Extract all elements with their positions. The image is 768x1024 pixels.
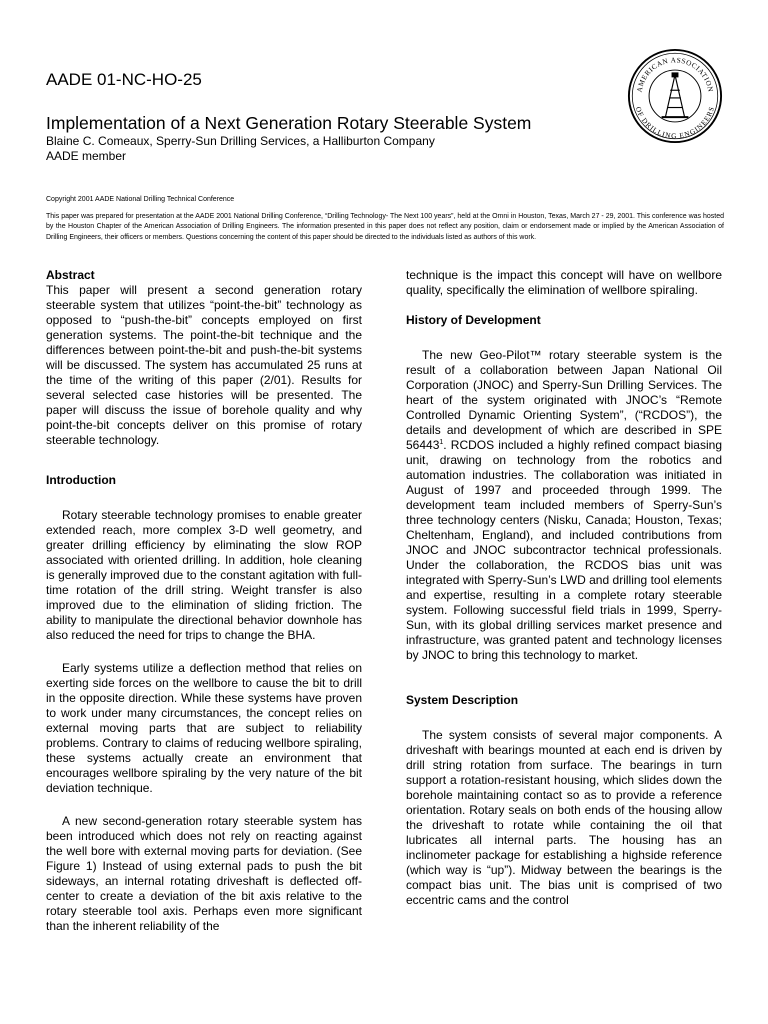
system-paragraph-1: The system consists of several major components. A driveshaft with bearings mounted at each end is driven by drill string rotation from surface. The bearings in turn support a rotation-resistant housing, which slides down the borehole maintaining contact so as to provide a reference orientation. Rotary seals on both ends of the housing allow the driveshaft to rotate while containing the oil that lubricates all internal parts. The housing has an inclinometer package for establishing a highside reference (which way is “up”). Midway between the bearings is the compact bias unit. The bias unit is comprised of two eccentric cams and the control	[406, 728, 722, 907]
intro-paragraph-1: Rotary steerable technology promises to enable greater extended reach, more complex 3-D well geometry, and greater drilling efficiency by eliminating the slow ROP associated with oriented drilling. In addition, hole cleaning is generally improved due to the constant agitation with full-time rotation of the drill string. Weight transfer is also improved due to the elimination of sliding friction. The ability to manipulate the directional behavior downhole has also reduced the need for trips to change the BHA.	[46, 508, 362, 642]
conference-notice: This paper was prepared for presentation at the AADE 2001 National Drilling Conference, “Drilling Technology- The Next 100 years”, held at the Omni in Houston, Texas, March 27 - 29, 2001. This conference was hosted by the Houston Chapter of the American Association of Drilling Engineers. The information presented in this paper does not reflect any position, claim or endorsement made or implied by the American Association of Drilling Engineers, their officers or members. Questions concerning the content of this paper should be directed to the individuals listed as authors of this work.	[46, 213, 724, 241]
history-text-a: The new Geo-Pilot™ rotary steerable system is the result of a collaboration between Japan National Oil Corporation (JNOC) and Sperry-Sun Drilling Services. The heart of the system originated with JNOC’s “Remote Controlled Dynamic Orienting System”, (“RCDOS”), the details and development of which are described in SPE 56443	[406, 348, 722, 452]
continuation-paragraph: technique is the impact this concept will have on wellbore quality, specifically the elimination of wellbore spiraling.	[406, 268, 722, 297]
history-paragraph	[406, 348, 722, 663]
left-column	[46, 268, 362, 934]
intro-paragraph-2: Early systems utilize a deflection method that relies on exerting side forces on the wellbore to cause the bit to drill in the opposite direction. While these systems have proven to work under many circumstances, the concept relies on external moving parts that are subject to reliability problems. Contrary to claims of reducing wellbore spiraling, these systems actually create an environment that encourages wellbore spiraling by the very nature of the bit deviation technique.	[46, 661, 362, 795]
author-line: Blaine C. Comeaux, Sperry-Sun Drilling Services, a Halliburton Company	[46, 134, 435, 148]
paper-id: AADE 01-NC-HO-25	[46, 70, 202, 89]
derrick-icon	[662, 73, 689, 117]
abstract-heading: Abstract	[46, 268, 95, 282]
system-description-heading: System Description	[406, 693, 519, 707]
copyright-line: Copyright 2001 AADE National Drilling Technical Conference	[46, 196, 235, 203]
introduction-heading: Introduction	[46, 473, 116, 487]
aade-seal-logo	[627, 48, 723, 144]
intro-paragraph-3: A new second-generation rotary steerable system has been introduced which does not rely on reacting against the well bore with external moving parts for deviation. (See Figure 1) Instead of using external pads to push the bit sideways, an internal rotating driveshaft is deflected off-center to create a deviation of the bit axis relative to the rotary steerable tool axis. Perhaps even more significant than the inherent reliability of the	[46, 814, 362, 933]
paper-title: Implementation of a Next Generation Rotary Steerable System	[46, 113, 532, 133]
reference-superscript: 1	[439, 439, 444, 446]
member-line: AADE member	[46, 149, 127, 163]
history-heading: History of Development	[406, 313, 541, 327]
abstract-text: This paper will present a second generation rotary steerable system that utilizes “point-the-bit” technology as opposed to “push-the-bit” concepts employed on first generation systems. The point-the-bit technique and the differences between point-the-bit and push-the-bit systems will be discussed. The system has accumulated 25 runs at the time of the writing of this paper (2/01). Results for several selected case histories will be presented. The paper will discuss the issue of borehole quality and why point-the-bit concepts deliver on this promise of rotary steerable technology.	[46, 283, 362, 447]
history-text-b: . RCDOS included a highly refined compact biasing unit, drawing on technology from the robotics and automation industries. The collaboration was initiated in August of 1997 and proceeded through 1999. The development team included members of Sperry-Sun’s three technology centers (Nisku, Canada; Houston, Texas; Cheltenham, England), and included contributions from JNOC and JNOC subcontractor technical professionals. Under the collaboration, the RCDOS bias unit was integrated with Sperry-Sun’s LWD and drilling tool elements and expertise, resulting in a complete rotary steerable system. Following successful field trials in 1999, Sperry-Sun, with its global drilling services market presence and infrastructure, was granted patent and technology licenses by JNOC to bring this technology to market.	[406, 438, 722, 662]
logo-bottom-text: OF DRILLING ENGINEERS	[633, 105, 717, 141]
svg-text:OF DRILLING ENGINEERS	[634, 106, 716, 141]
right-column	[406, 268, 722, 908]
logo-top-text: AMERICAN ASSOCIATION	[635, 56, 715, 93]
